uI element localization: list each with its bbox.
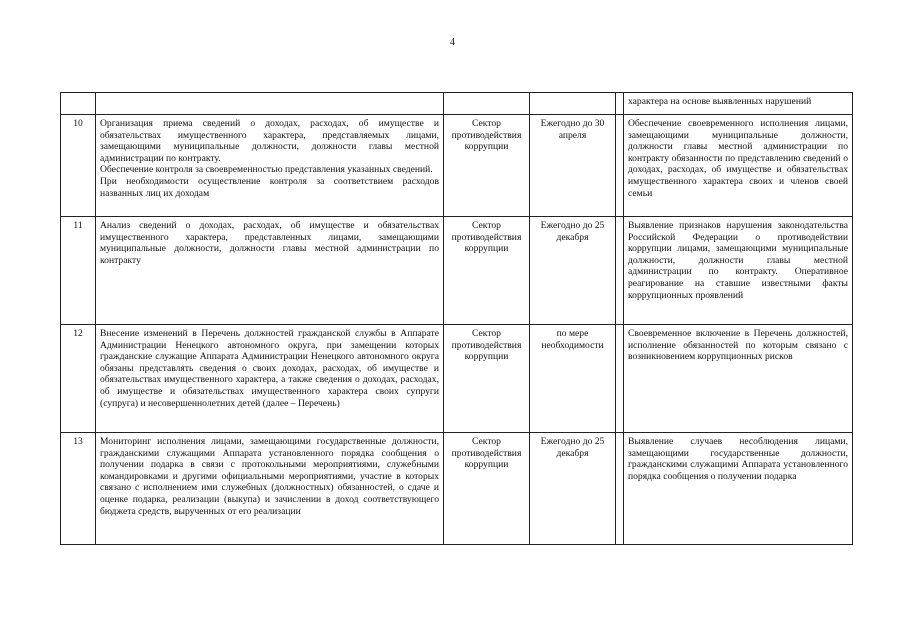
cell-num: [61, 93, 96, 115]
page-number: 4: [450, 37, 455, 48]
cell-num: 12: [61, 325, 96, 433]
desc-paragraph: Обеспечение контроля за своевременностью представления указанных сведений.: [100, 164, 433, 176]
cell-desc: [96, 217, 444, 325]
cell-result: Выявление случаев несоблюдения лицами, замещающими государственные должности, гражданскими служащими Аппарата установленного порядка сообщения о получении подарка: [624, 433, 853, 545]
desc-paragraph: Мониторинг исполнения лицами, замещающими государственные должности, гражданскими служащими Аппарата установленного порядка сообщения о получении подарка в связи с протокольными мероприятиями, служебными командировками и другими официальными мероприятиями, участие в которых связано с исполнением ими служебных (должностных) обязанностей, о сдаче и оценке подарка, реализации (выкупа) и зачислении в доход соответствующего бюджета средств, вырученных от его реализации: [100, 436, 439, 517]
table-row: [61, 93, 853, 115]
table-row: [61, 325, 853, 433]
desc-paragraph: Организация приема сведений о доходах, расходах, об имуществе и обязательствах имущественного характера, представляемых лицами, замещающими муниципальные должности, должности главы местной администрации по контракту.: [100, 118, 439, 164]
cell-gap: [616, 433, 624, 545]
cell-term: [530, 93, 616, 115]
cell-num: 11: [61, 217, 96, 325]
cell-term: по мере необходимости: [530, 325, 616, 433]
cell-gap: [616, 115, 624, 217]
cell-num: 13: [61, 433, 96, 545]
desc-paragraph: При необходимости осуществление контроля за соответствием расходов названных лиц их доходам: [100, 175, 439, 199]
cell-gap: [616, 217, 624, 325]
cell-term: Ежегодно до 25 декабря: [530, 433, 616, 545]
table-row: [61, 217, 853, 325]
cell-resp: Сектор противодействия коррупции: [444, 433, 530, 545]
cell-resp: Сектор противодействия коррупции: [444, 115, 530, 217]
table-row: [61, 115, 853, 217]
cell-result: Обеспечение своевременного исполнения лицами, замещающими муниципальные должности, должности главы местной администрации по контракту обязанности по представлению сведений о доходах, расходах, об имуществе и обязательствах имущественного характера своих и членов своей семьи: [624, 115, 853, 217]
cell-gap: [616, 93, 624, 115]
table-row: [61, 433, 853, 545]
measures-table: [60, 92, 853, 545]
desc-paragraph: Внесение изменений в Перечень должностей гражданской службы в Аппарате Администрации Ненецкого автономного округа, при замещении которых гражданские служащие Аппарата Администрации Ненецкого автономного округа обязаны представлять сведения о своих доходах, расходах, об имуществе и обязательствах имущественного характера, а также сведения о доходах, расходах, об имуществе и обязательствах имущественного характера своих супруги (супруга) и несовершеннолетних детей (далее – Перечень): [100, 328, 439, 409]
cell-desc: [96, 325, 444, 433]
cell-term: Ежегодно до 25 декабря: [530, 217, 616, 325]
cell-num: 10: [61, 115, 96, 217]
cell-result: Своевременное включение в Перечень должностей, исполнение обязанностей по которым связано с возникновением коррупционных рисков: [624, 325, 853, 433]
cell-desc: [96, 93, 444, 115]
cell-resp: Сектор противодействия коррупции: [444, 325, 530, 433]
cell-desc: [96, 433, 444, 545]
cell-resp: [444, 93, 530, 115]
cell-desc: [96, 115, 444, 217]
cell-term: Ежегодно до 30 апреля: [530, 115, 616, 217]
cell-resp: Сектор противодействия коррупции: [444, 217, 530, 325]
cell-result: Выявление признаков нарушения законодательства Российской Федерации о противодействии коррупции лицами, замещающими муниципальные должности, должности главы местной администрации по контракту. Оперативное реагирование на ставшие известными факты коррупционных проявлений: [624, 217, 853, 325]
desc-paragraph: Анализ сведений о доходах, расходах, об имуществе и обязательствах имущественного характера, представленных лицами, замещающими муниципальные должности, должности главы местной администрации по контракту: [100, 220, 439, 266]
cell-gap: [616, 325, 624, 433]
cell-result: характера на основе выявленных нарушений: [624, 93, 853, 115]
